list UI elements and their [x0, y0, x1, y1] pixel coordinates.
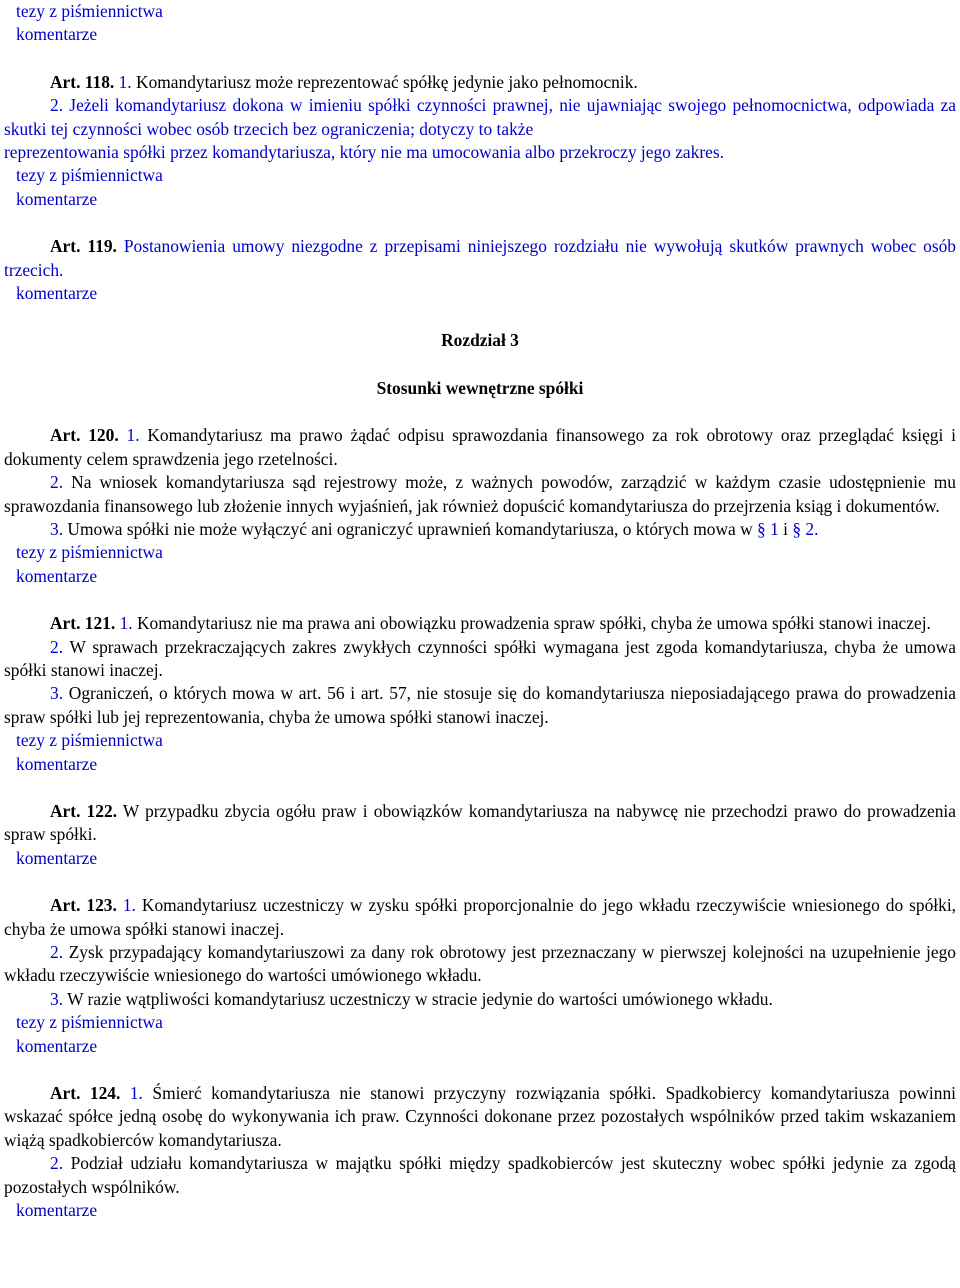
art-121-para-2 [4, 636, 956, 683]
chapter-subtitle: Stosunki wewnętrzne spółki [376, 377, 584, 398]
paragraph-number-link[interactable]: 1. [126, 425, 140, 446]
art-120-text-1: Komandytariusz ma prawo żądać odpisu sprawozdania finansowego za rok obrotowy oraz przeglądać księgi i dokumenty celem sprawdzenia jego rzetelności. [4, 425, 956, 469]
paragraph-number-link[interactable]: 3. [50, 518, 64, 539]
paragraph-number-link[interactable]: 2. [50, 95, 64, 116]
art-122-text: W przypadku zbycia ogółu praw i obowiązków komandytariusza na nabywcę nie przechodzi prawo do prowadzenia spraw spółki. [4, 800, 956, 845]
art-118-para-1 [4, 71, 956, 94]
art-119-text[interactable]: Postanowienia umowy niezgodne z przepisami niniejszego rozdziału nie wywołują skutków prawnych wobec osób trzecich. [4, 236, 956, 280]
chapter-title: Rozdział 3 [441, 330, 519, 351]
art-120-text-2: Na wniosek komandytariusza sąd rejestrowy może, z ważnych powodów, zarządzić w każdym czasie udostępnienie mu sprawozdania finansowego lub złożenie innych wyjaśnień, jak również dopuścić komandytariusza do przejrzenia ksiąg i dokumentów. [4, 472, 956, 516]
art-120-para-1 [4, 424, 956, 471]
art-121-text-2: W sprawach przekraczających zakres zwykłych czynności spółki wymagana jest zgoda komandytariusza, chyba że umowa spółki stanowi inaczej. [4, 636, 956, 680]
link-tezy-z-pismiennictwa[interactable]: tezy z piśmiennictwa [16, 165, 163, 186]
art-123-text-3: W razie wątpliwości komandytariusz uczestniczy w stracie jedynie do wartości umówionego wkładu. [67, 988, 773, 1009]
art-121-text-3: Ograniczeń, o których mowa w art. 56 i art. 57, nie stosuje się do komandytariusza nieposiadającego prawa do prowadzenia spraw spółki lub jej reprezentowania, chyba że umowa spółki stanowi inaczej. [4, 683, 957, 727]
art-124-text-1: Śmierć komandytariusza nie stanowi przyczyny rozwiązania spółki. Spadkobiercy komandytariusza powinni wskazać spółce jedną osobę do wykonywania ich praw. Czynności dokonane przez pozostałych wspólników przed takim wskazaniem wiążą spadkobierców komandytariusza. [4, 1083, 956, 1150]
paragraph-number-link[interactable]: 2. [50, 472, 64, 493]
link-komentarze[interactable]: komentarze [16, 188, 98, 209]
section-sign-icon[interactable]: § [792, 518, 802, 539]
art-118-text-1: Komandytariusz może reprezentować spółkę jedynie jako pełnomocnik. [136, 71, 638, 92]
link-komentarze[interactable]: komentarze [16, 753, 98, 774]
art-118-text-2b[interactable]: reprezentowania spółki przez komandytariusza, który nie ma umocowania albo przekroczy jego zakres. [4, 142, 724, 163]
link-tezy-z-pismiennictwa[interactable]: tezy z piśmiennictwa [16, 730, 163, 751]
link-komentarze[interactable]: komentarze [16, 24, 98, 45]
art-124-para-2 [4, 1152, 956, 1199]
link-tezy-z-pismiennictwa[interactable]: tezy z piśmiennictwa [16, 1012, 163, 1033]
paragraph-number-link[interactable]: 1. [118, 71, 132, 92]
paragraph-number-link[interactable]: 2. [50, 1153, 64, 1174]
art-118-para-2 [4, 94, 956, 141]
art-118-label: Art. 118. [50, 71, 115, 92]
paragraph-number-link[interactable]: 1. [129, 1083, 143, 1104]
paragraph-number-link[interactable]: 3. [50, 988, 64, 1009]
link-komentarze[interactable]: komentarze [16, 1200, 98, 1221]
art-123-para-2 [4, 941, 956, 988]
art-120-label: Art. 120. [50, 425, 119, 446]
art-124-text-2: Podział udziału komandytariusza w majątku spółki między spadkobierców jest skuteczny wobec spółki jedynie za zgodą pozostałych wspólników. [4, 1153, 956, 1197]
paragraph-number-link[interactable]: 2. [50, 942, 64, 962]
art-122-label: Art. 122. [50, 800, 117, 821]
art-123-para-1 [4, 894, 956, 941]
art-123-label: Art. 123. [50, 895, 117, 916]
art-124-label: Art. 124. [50, 1083, 121, 1104]
paragraph-number-link[interactable]: 2. [50, 636, 64, 657]
reference-link[interactable]: 1 [770, 518, 779, 539]
art-121-para-1 [4, 612, 956, 635]
art-120-para-2 [4, 471, 956, 518]
art-119 [4, 235, 956, 282]
link-komentarze[interactable]: komentarze [16, 847, 98, 868]
reference-link[interactable]: 2. [805, 518, 819, 539]
paragraph-number-link[interactable]: 3. [50, 683, 64, 704]
art-121-text-1: Komandytariusz nie ma prawa ani obowiązku prowadzenia spraw spółki, chyba że umowa spółki stanowi inaczej. [136, 613, 931, 634]
art-122 [4, 800, 956, 847]
art-123-text-2: Zysk przypadający komandytariuszowi za dany rok obrotowy jest przeznaczany w pierwszej kolejności na uzupełnienie jego wkładu rzeczywiście wniesionego do wartości umówionego wkładu. [4, 942, 956, 986]
paragraph-number-link[interactable]: 1. [122, 895, 136, 916]
link-komentarze[interactable]: komentarze [16, 283, 98, 304]
conjunction-text: i [783, 518, 788, 539]
art-118-text-2a[interactable]: Jeżeli komandytariusz dokona w imieniu spółki czynności prawnej, nie ujawniając swojego pełnomocnictwa, odpowiada za skutki tej czynności wobec osób trzecich bez ograniczenia; dotyczy to także [4, 95, 956, 139]
art-123-para-3 [4, 988, 956, 1011]
art-120-text-3: Umowa spółki nie może wyłączyć ani ograniczyć uprawnień komandytariusza, o których mowa w [67, 518, 753, 539]
paragraph-number-link[interactable]: 1. [119, 613, 133, 634]
art-121-para-3 [4, 682, 956, 729]
art-124-para-1 [4, 1082, 956, 1152]
art-123-text-1: Komandytariusz uczestniczy w zysku spółki proporcjonalnie do jego wkładu rzeczywiście wniesionego do spółki, chyba że umowa spółki stanowi inaczej. [4, 895, 957, 939]
art-121-label: Art. 121. [50, 613, 116, 634]
art-118-para-2-cont [4, 141, 956, 164]
art-120-para-3 [4, 518, 956, 541]
link-komentarze[interactable]: komentarze [16, 1035, 98, 1056]
link-tezy-z-pismiennictwa[interactable]: tezy z piśmiennictwa [16, 542, 163, 563]
link-komentarze[interactable]: komentarze [16, 565, 98, 586]
section-sign-icon[interactable]: § [757, 518, 766, 539]
art-119-label: Art. 119. [50, 236, 117, 257]
link-tezy-z-pismiennictwa[interactable]: tezy z piśmiennictwa [16, 1, 163, 21]
